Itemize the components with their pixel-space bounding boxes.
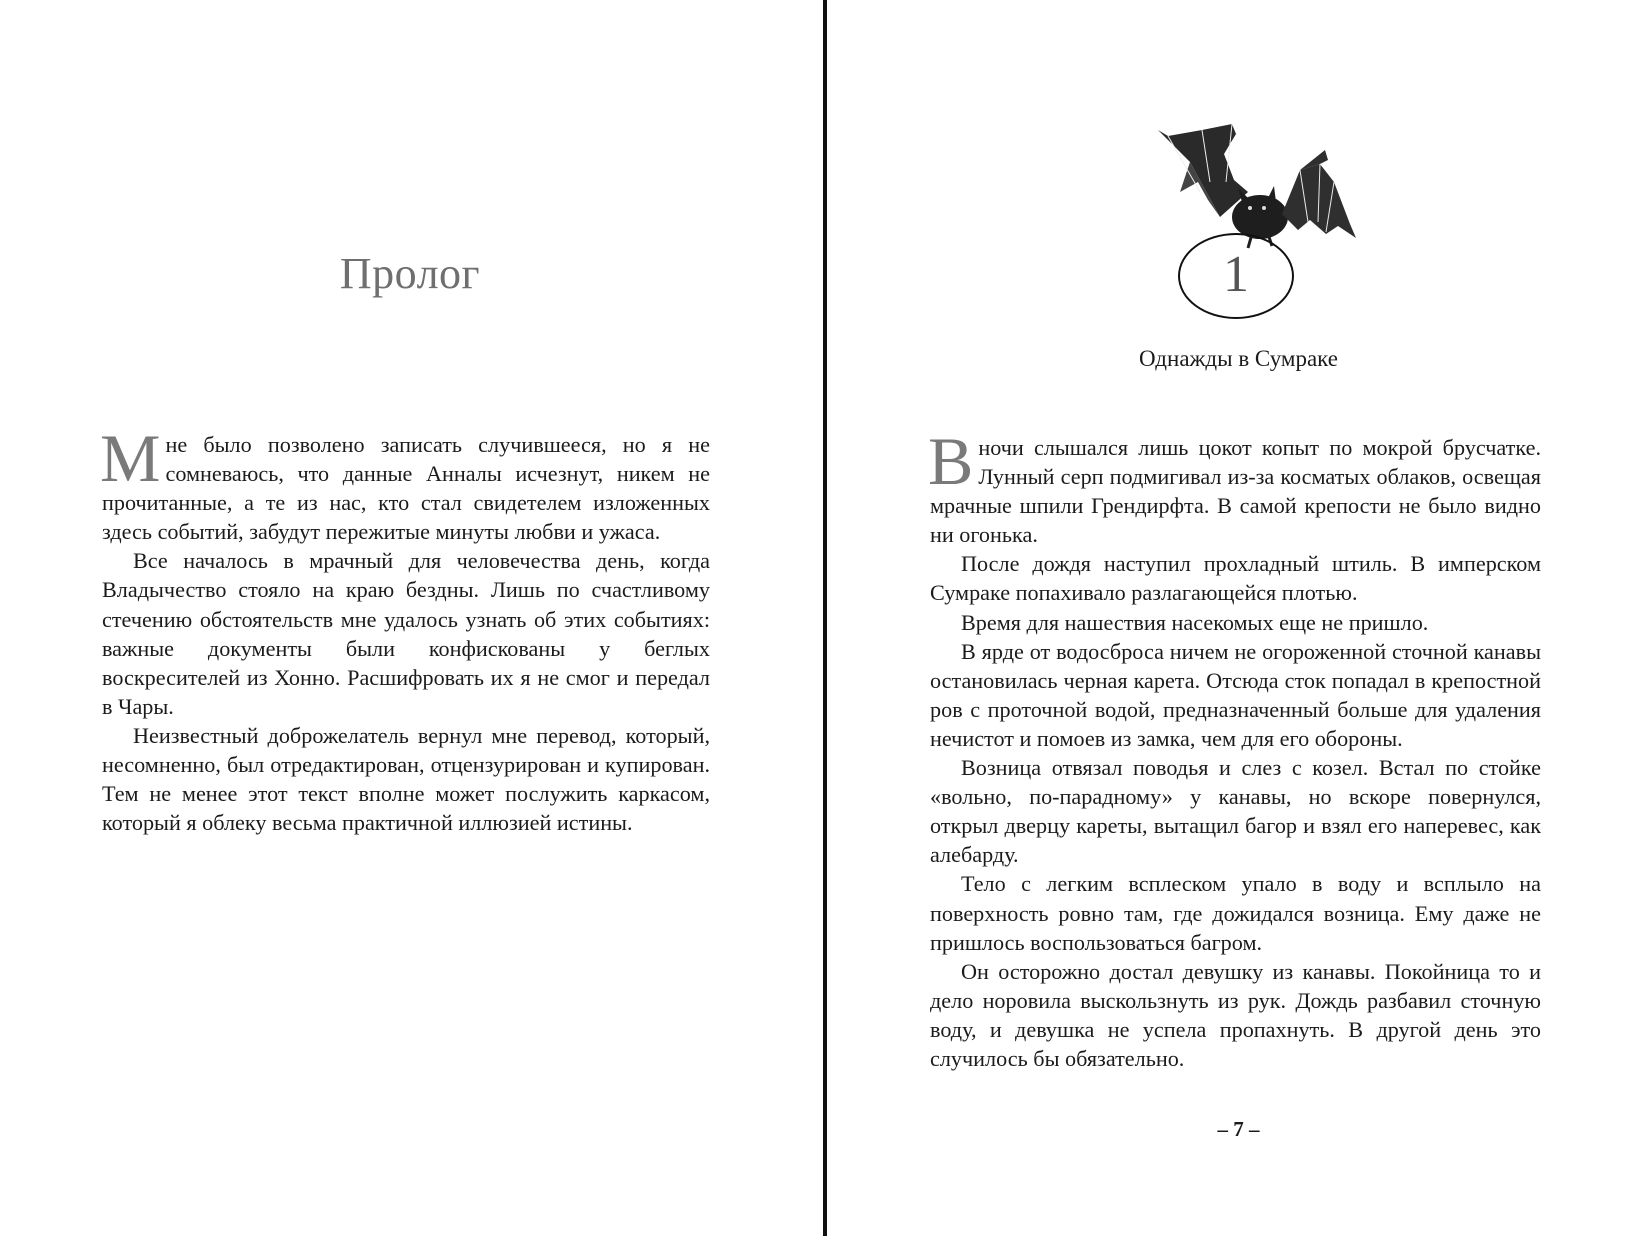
left-page xyxy=(0,0,820,1236)
chapter-paragraph-7: Он осторожно достал девушку из канавы. Покойница то и дело норовила выскользнуть из рук. Дождь разбавил сточную воду, и девушка не успела пропахнуть. В другой день это случилось бы обязательно. xyxy=(930,958,1541,1071)
chapter-title: Однажды в Сумраке xyxy=(1139,346,1338,371)
book-spine xyxy=(823,0,827,1236)
prolog-paragraph-1: Мне было позволено записать случившееся, но я не сомневаюсь, что данные Анналы исчезнут, никем не прочитанные, а те из нас, кто стал свидетелем изложенных здесь событий, забудут пережитые минуты любви и ужаса. xyxy=(100,420,710,545)
page-number: – 7 – xyxy=(1217,1117,1260,1141)
prolog-paragraph-3: Неизвестный доброжелатель вернул мне перевод, который, несомненно, был отредактирован, отцензурирован и купирован. Тем не менее этот текст вполне может послужить каркасом, который я облеку весьма практичной иллюзией истины. xyxy=(102,722,710,836)
right-page xyxy=(830,0,1647,1236)
prolog-paragraph-2: Все началось в мрачный для человечества день, когда Владычество стояло на краю бездны. Лишь по счастливому стечению обстоятельств мне удалось узнать об этих событиях: важные документы были конфискованы у беглых воскресителей из Хонно. Расшифровать их я не смог и передал в Чары. xyxy=(102,548,710,719)
chapter-text xyxy=(928,423,1541,1073)
prolog-title: Пролог xyxy=(339,249,481,298)
chapter-number-circle: 1 xyxy=(1178,233,1294,319)
prolog-text xyxy=(100,420,710,837)
chapter-paragraph-3: Время для нашествия насекомых еще не пришло. xyxy=(961,609,1429,635)
dropcap: М xyxy=(100,420,161,496)
chapter-paragraph-4: В ярде от водосброса ничем не огороженной сточной канавы остановилась черная карета. Отсюда сток попадал в крепостной ров с проточной водой, предназначенный больше для удаления нечистот и помоев из замка, чем для его обороны. xyxy=(930,638,1541,751)
chapter-paragraph-2: После дождя наступил прохладный штиль. В имперском Сумраке попахивало разлагающейся плотью. xyxy=(930,551,1541,606)
chapter-paragraph-6: Тело с легким всплеском упало в воду и всплыло на поверхность ровно там, где дожидался возница. Ему даже не пришлось воспользоваться багром. xyxy=(930,871,1541,955)
chapter-paragraph-5: Возница отвязал поводья и слез с козел. Встал по стойке «вольно, по-парадному» у канавы, но вскоре повернулся, открыл дверцу кареты, вытащил багор и взял его наперевес, как алебарду. xyxy=(930,755,1541,868)
chapter-paragraph-1: Вночи слышался лишь цокот копыт по мокрой брусчатке. Лунный серп подмигивал из-за косматых облаков, освещая мрачные шпили Грендирфта. В самой крепости не было видно ни огонька. xyxy=(928,423,1541,548)
dropcap: В xyxy=(928,423,974,499)
